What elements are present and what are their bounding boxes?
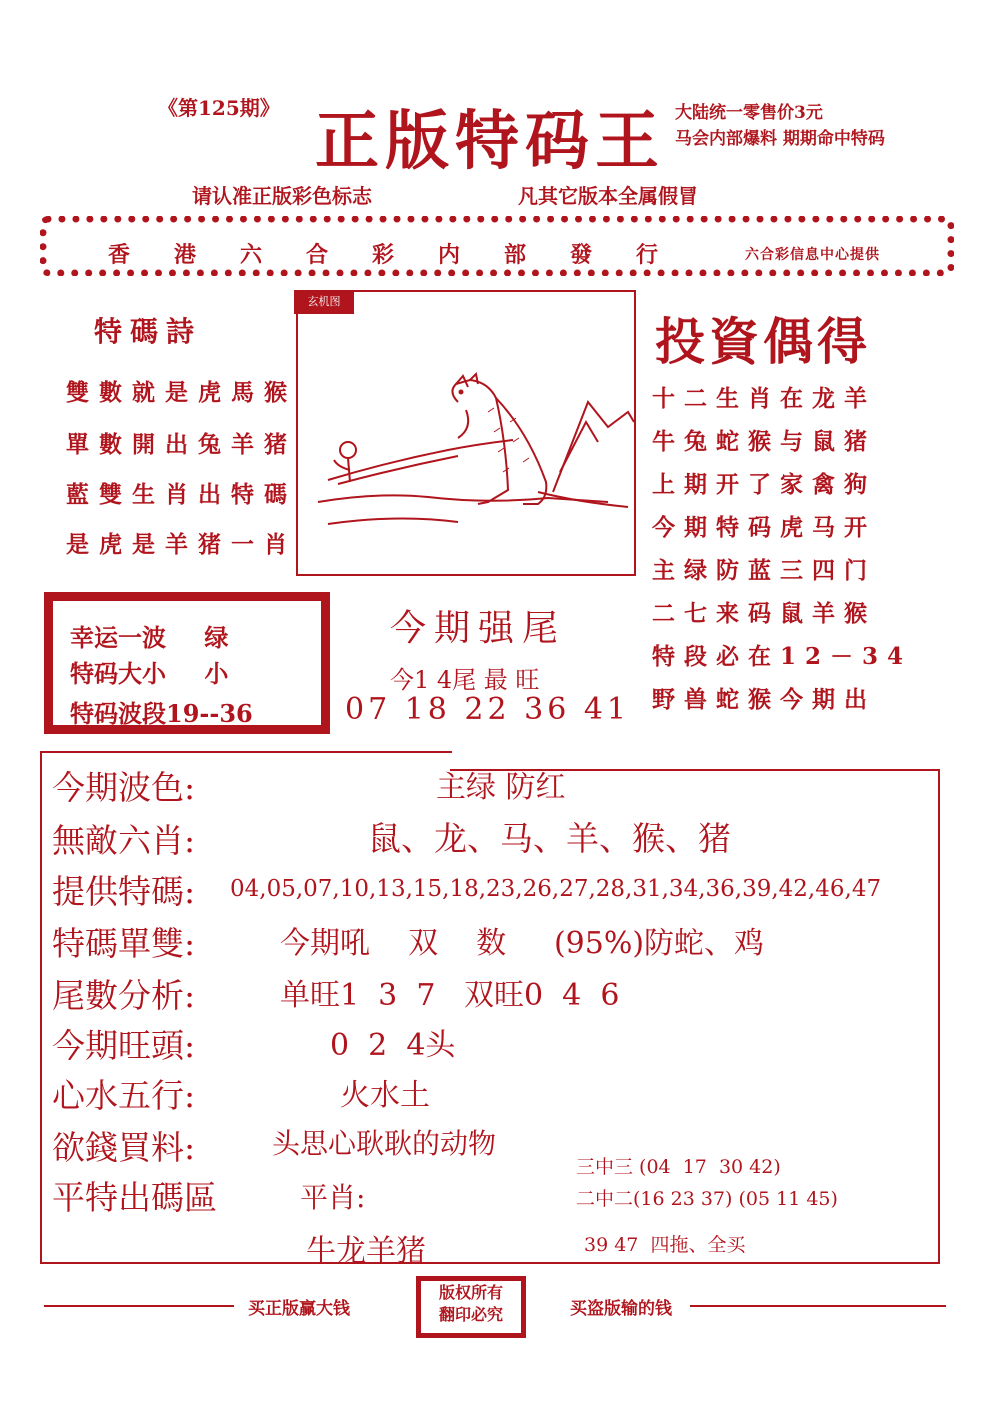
info-border <box>40 751 42 1264</box>
copyright-text <box>416 1282 526 1326</box>
invest-line: 牛兔蛇猴与鼠猪 <box>652 428 876 455</box>
picture-stamp: 玄机图 <box>294 290 354 314</box>
lucky-wave-value: 绿 <box>204 623 229 652</box>
buy-info-label: 欲錢買料: <box>52 1128 196 1167</box>
range-label: 特码波段 <box>70 699 166 728</box>
riddle-picture <box>296 290 636 576</box>
six-zodiac-label: 無敵六肖: <box>52 821 196 860</box>
issue-number: 《第125期》 <box>158 96 280 120</box>
authenticity-note: 请认准正版彩色标志 <box>192 184 372 208</box>
invest-line: 二七来码鼠羊猴 <box>652 600 876 627</box>
invest-title: 投資偶得 <box>655 312 871 371</box>
flat-zone-label: 平特出碼區 <box>52 1178 217 1217</box>
tagline: 马会内部爆料 期期命中特码 <box>675 129 885 149</box>
five-elements-label: 心水五行: <box>52 1076 196 1115</box>
strong-tail-sub: 今1 4尾 最 旺 <box>390 666 540 694</box>
odd-even-value: 今期吼 双 数 (95%)防蛇、鸡 <box>280 926 765 961</box>
two-in-two: 二中二(16 23 37) (05 11 45) <box>576 1188 838 1210</box>
strong-tail-title: 今期强尾 <box>390 608 567 649</box>
head-label: 今期旺頭: <box>52 1026 196 1065</box>
price-info <box>675 100 885 152</box>
lucky-wave <box>70 618 228 653</box>
invest-line: 野兽蛇猴今期出 <box>652 686 876 713</box>
poem-line: 是虎是羊猪一肖 <box>66 531 297 558</box>
buy-info-value: 头思心耿耿的动物 <box>272 1127 497 1160</box>
odd-even-label: 特碼單雙: <box>52 924 196 963</box>
counterfeit-warning: 凡其它版本全属假冒 <box>518 184 698 208</box>
special-numbers-value: 04,05,07,10,13,15,18,23,26,27,28,31,34,36,39,42,46,47 <box>230 876 882 902</box>
four-drag: 39 47 四拖、全买 <box>584 1234 746 1256</box>
invest-line: 今期特码虎马开 <box>652 514 876 541</box>
tail-analysis-label: 尾數分析: <box>52 976 196 1015</box>
wave-color-value: 主绿 防红 <box>436 770 566 805</box>
size-line <box>70 654 228 689</box>
wave-color-label: 今期波色: <box>52 768 196 807</box>
invest-line: 上期开了家禽狗 <box>652 471 876 498</box>
info-border <box>40 751 452 753</box>
footer-slogan-right: 买盗版输的钱 <box>570 1299 672 1319</box>
invest-line: 主绿防蓝三四门 <box>652 557 876 584</box>
footer-rule <box>690 1305 946 1307</box>
flat-zodiac-label: 平肖: <box>300 1181 366 1214</box>
five-elements-value: 火水土 <box>340 1078 430 1113</box>
copyright-line: 翻印必究 <box>438 1305 503 1324</box>
head-value: 0 2 4头 <box>330 1028 456 1063</box>
copyright-line: 版权所有 <box>438 1283 503 1302</box>
publisher-text: 香港六合彩内部發行 <box>108 242 703 268</box>
size-label: 特码大小 <box>70 659 166 688</box>
flat-zodiac-value: 牛龙羊猪 <box>306 1234 426 1269</box>
three-in-three: 三中三 (04 17 30 42) <box>576 1156 781 1178</box>
lucky-wave-label: 幸运一波 <box>70 623 166 652</box>
range-line <box>70 694 253 729</box>
info-border <box>938 769 940 1264</box>
range-value: 19--36 <box>166 699 253 728</box>
footer-slogan-left: 买正版赢大钱 <box>248 1299 350 1319</box>
poem-title: 特碼詩 <box>94 315 203 348</box>
footer-rule <box>44 1305 234 1307</box>
kangaroo-illustration-icon <box>298 292 634 574</box>
special-numbers-label: 提供特碼: <box>52 872 196 911</box>
invest-line: 十二生肖在龙羊 <box>652 385 876 412</box>
poem-line: 單數開出兔羊猪 <box>66 431 297 458</box>
poem-line: 藍雙生肖出特碼 <box>66 481 297 508</box>
tail-analysis-value: 单旺1 3 7 双旺0 4 6 <box>280 978 620 1013</box>
poem-line: 雙數就是虎馬猴 <box>66 379 297 406</box>
info-border <box>40 1262 940 1264</box>
strong-tail-numbers: 07 18 22 36 41 <box>345 692 631 727</box>
provider-text: 六合彩信息中心提供 <box>745 247 880 263</box>
price-line: 大陆统一零售价3元 <box>675 103 823 123</box>
page-title: 正版特码王 <box>315 104 665 179</box>
size-value: 小 <box>204 659 229 688</box>
six-zodiac-value: 鼠、龙、马、羊、猴、猪 <box>368 819 731 858</box>
invest-line: 特段必在12－34 <box>652 643 913 670</box>
